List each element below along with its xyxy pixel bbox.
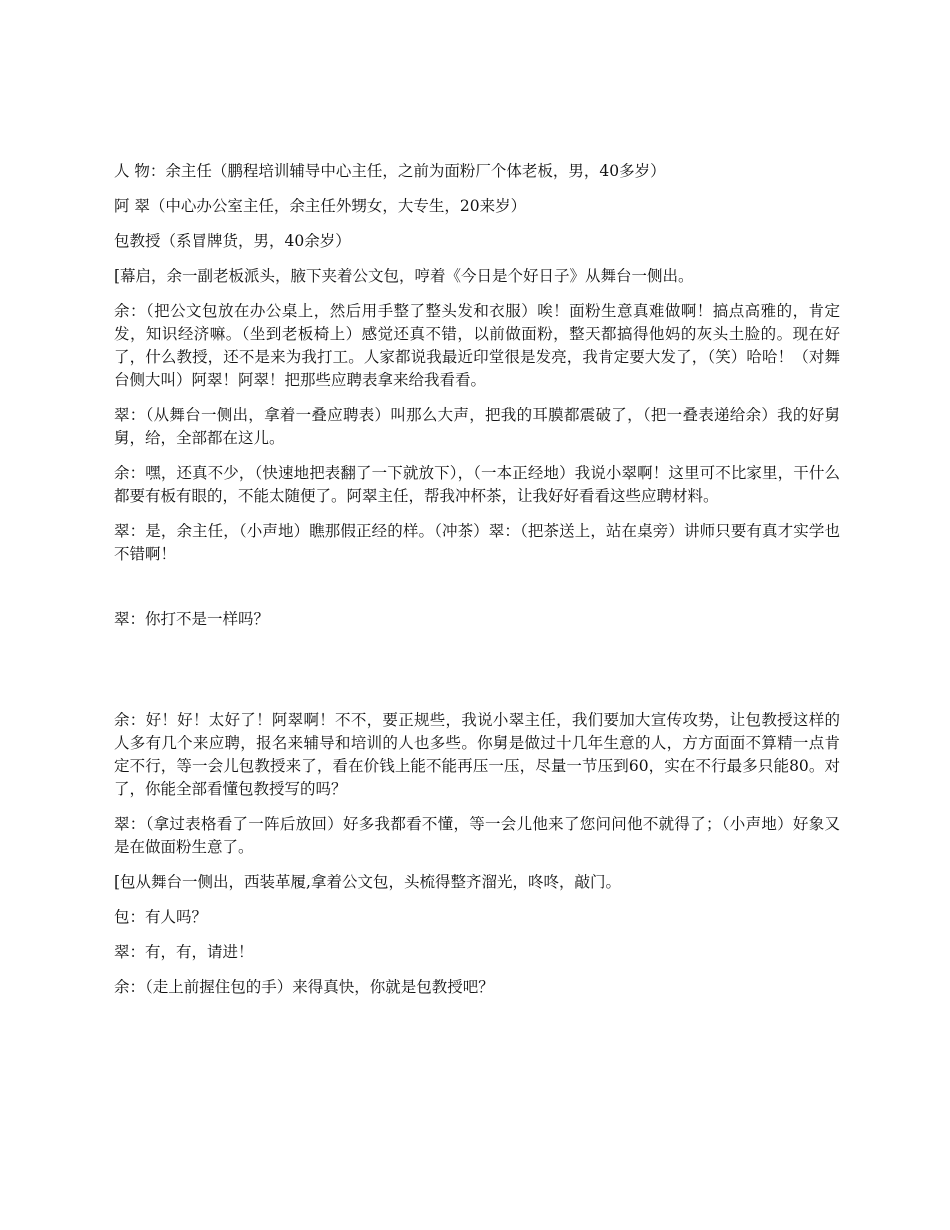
cast-line-acui: 阿 翠（中心办公室主任，余主任外甥女，大专生，20来岁） [114, 197, 527, 215]
stage-direction: [包从舞台一侧出，西装革履,拿着公文包，头梳得整齐溜光，咚咚，敲门。 [114, 873, 621, 891]
dialogue-line: 翠：你打不是一样吗？ [114, 610, 270, 628]
dialogue-line: 余：（把公文包放在办公桌上，然后用手整了整头发和衣服）唉！面粉生意真难做啊！搞点高雅的，肯定发，知识经济嘛。（坐到老板椅上）感觉还真不错，以前做面粉，整天都搞得他妈的灰头土脸的。现在好了，什么教授，还不是来为我打工。人家都说我最近印堂很是发亮，我肯定要大发了，（笑）哈哈！（对舞台侧大叫）阿翠！阿翠！把那些应聘表拿来给我看看。 [114, 302, 840, 389]
dialogue-line: 余：（走上前握住包的手）来得真快，你就是包教授吧？ [114, 978, 494, 996]
dialogue-line: 翠：（拿过表格看了一阵后放回）好多我都看不懂，等一会儿他来了您问问他不就得了；（小声地）好象又是在做面粉生意了。 [114, 815, 840, 856]
stage-direction: [幕启，余一副老板派头，腋下夹着公文包，哼着《今日是个好日子》从舞台一侧出。 [114, 267, 694, 285]
dialogue-line: 翠：有，有，请进！ [114, 943, 254, 961]
dialogue-line: 翠：是，余主任，（小声地）瞧那假正经的样。（冲茶）翠：（把茶送上，站在桌旁）讲师只要有真才实学也不错啊！ [114, 522, 840, 563]
document-body [114, 160, 840, 1011]
dialogue-line: 余：嘿，还真不少，（快速地把表翻了一下就放下），（一本正经地）我说小翠啊！这里可不比家里，干什么都要有板有眼的，不能太随便了。阿翠主任，帮我冲杯茶，让我好好看看这些应聘材料。 [114, 464, 840, 505]
dialogue-line: 余：好！好！太好了！阿翠啊！不不，要正规些，我说小翠主任，我们要加大宣传攻势，让包教授这样的人多有几个来应聘，报名来辅导和培训的人也多些。你舅是做过十几年生意的人，方方面面不算精一点肯定不行，等一会儿包教授来了，看在价钱上能不能再压一压，尽量一节压到60，实在不行最多只能80。对了，你能全部看懂包教授写的吗？ [114, 711, 840, 798]
dialogue-line: 翠：（从舞台一侧出，拿着一叠应聘表）叫那么大声，把我的耳膜都震破了，（把一叠表递给余）我的好舅舅，给，全部都在这儿。 [114, 406, 840, 447]
dialogue-line: 包：有人吗？ [114, 908, 208, 926]
cast-line-yu: 人 物：余主任（鹏程培训辅导中心主任，之前为面粉厂个体老板，男，40多岁） [114, 162, 666, 180]
cast-line-bao: 包教授（系冒牌货，男，40余岁） [114, 232, 351, 250]
